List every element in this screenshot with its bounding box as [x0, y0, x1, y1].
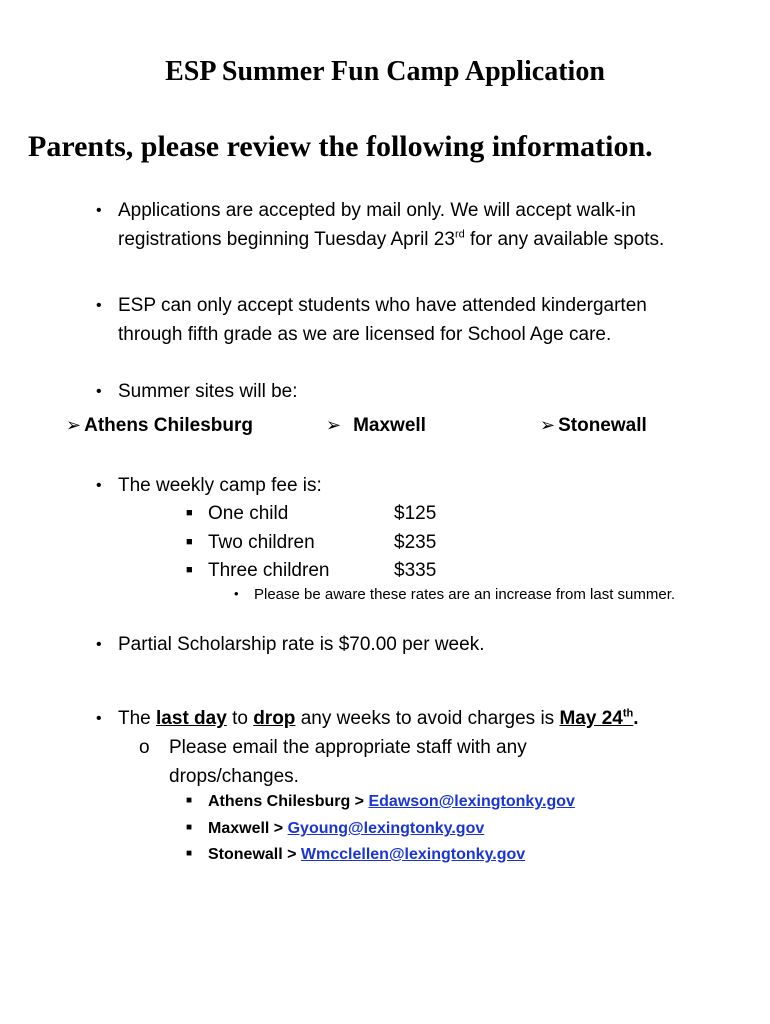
- site-stonewall: ➢ Stonewall: [540, 415, 647, 436]
- site-athens: ➢ Athens Chilesburg: [66, 415, 253, 436]
- square-bullet-icon: ■: [186, 822, 193, 833]
- contact-row: ■ Stonewall > Wmcclellen@lexingtonky.gov: [186, 846, 526, 863]
- square-bullet-icon: ■: [186, 507, 193, 519]
- applications-line1: Applications are accepted by mail only. We will accept walk-in: [118, 200, 636, 221]
- email-link-stonewall[interactable]: Wmcclellen@lexingtonky.gov: [300, 846, 526, 863]
- applications-item: [96, 196, 665, 254]
- fee-row: ■ Two children $235: [208, 528, 436, 557]
- scholarship-item: [96, 630, 485, 659]
- contact-row: ■ Athens Chilesburg > Edawson@lexingtonky.gov: [186, 793, 575, 810]
- bullet-icon: •: [96, 636, 102, 653]
- circle-bullet-icon: o: [139, 737, 150, 758]
- eligibility-item: [96, 291, 647, 349]
- applications-line2: registrations beginning Tuesday April 23rd for any available spots.: [118, 228, 665, 250]
- fee-note: • Please be aware these rates are an increase from last summer.: [234, 586, 676, 603]
- drop-item: [96, 704, 639, 733]
- bullet-icon: •: [96, 477, 102, 494]
- arrow-icon: ➢: [326, 415, 342, 435]
- fee-row: ■ Three children $335: [208, 556, 436, 585]
- eligibility-line1: ESP can only accept students who have attended kindergarten: [118, 295, 647, 316]
- bullet-icon: •: [96, 383, 102, 400]
- site-maxwell: ➢ Maxwell: [326, 415, 426, 436]
- email-link-maxwell[interactable]: Gyoung@lexingtonky.gov: [287, 820, 485, 837]
- bullet-icon: •: [96, 297, 102, 314]
- sites-intro: Summer sites will be:: [118, 381, 298, 402]
- scholarship-text: Partial Scholarship rate is $70.00 per week.: [118, 634, 485, 655]
- square-bullet-icon: ■: [186, 795, 193, 806]
- arrow-icon: ➢: [66, 415, 82, 435]
- bullet-icon: •: [234, 586, 239, 601]
- eligibility-line2: through fifth grade as we are licensed for School Age care.: [118, 324, 612, 345]
- fees-item: [96, 471, 322, 500]
- square-bullet-icon: ■: [186, 536, 193, 548]
- contact-row: ■ Maxwell > Gyoung@lexingtonky.gov: [186, 820, 485, 837]
- page-title: ESP Summer Fun Camp Application: [165, 56, 605, 87]
- page-subtitle: Parents, please review the following information.: [28, 130, 653, 163]
- bullet-icon: •: [96, 710, 102, 727]
- square-bullet-icon: ■: [186, 564, 193, 576]
- drop-subitem: o Please email the appropriate staff with any drops/changes.: [169, 733, 527, 791]
- square-bullet-icon: ■: [186, 848, 193, 859]
- arrow-icon: ➢: [540, 415, 556, 435]
- bullet-icon: •: [96, 202, 102, 219]
- drop-text: The last day to drop any weeks to avoid charges is May 24th.: [118, 707, 639, 729]
- fee-row: ■ One child $125: [208, 499, 436, 528]
- sites-item: [96, 377, 298, 406]
- fees-intro: The weekly camp fee is:: [118, 475, 322, 496]
- email-link-athens[interactable]: Edawson@lexingtonky.gov: [368, 793, 575, 810]
